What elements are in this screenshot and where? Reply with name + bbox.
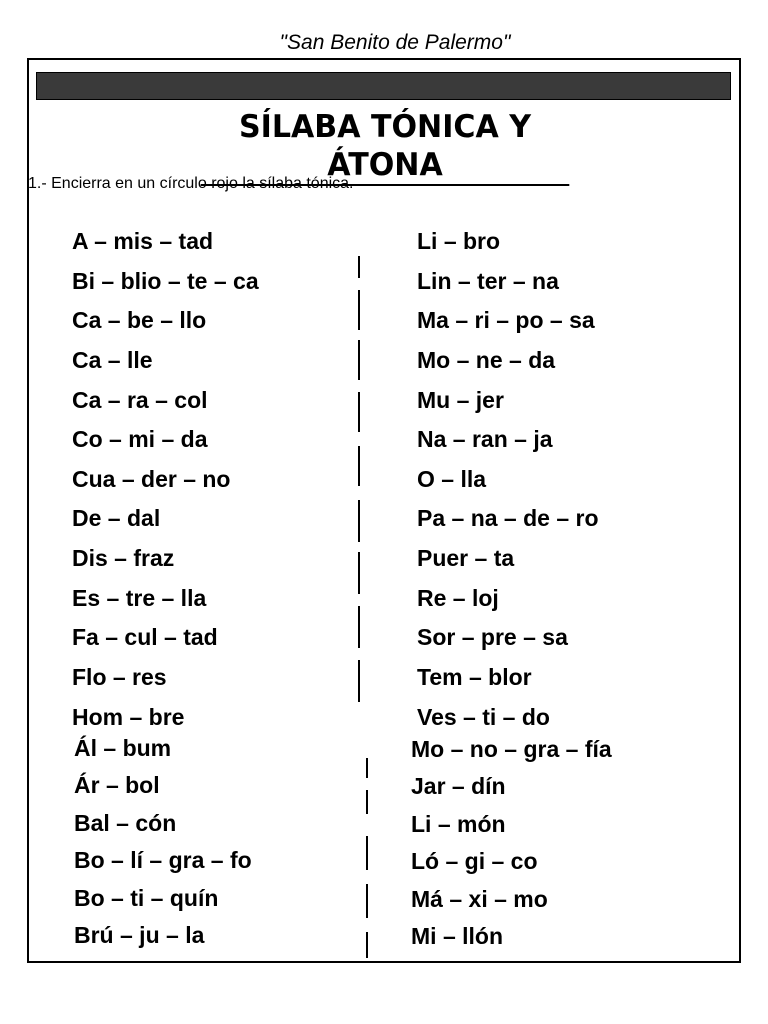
word-item: Ár – bol xyxy=(74,772,160,798)
word-item: Es – tre – lla xyxy=(72,585,207,611)
word-item: Ca – lle xyxy=(72,347,153,373)
word-item: Na – ran – ja xyxy=(417,426,553,452)
word-item: Cua – der – no xyxy=(72,466,231,492)
word-item: De – dal xyxy=(72,505,161,531)
divider-segment xyxy=(366,836,368,870)
word-item: Fa – cul – tad xyxy=(72,624,218,650)
word-item: A – mis – tad xyxy=(72,228,214,254)
word-item: Ca – be – llo xyxy=(72,307,207,333)
word-item: Má – xi – mo xyxy=(411,886,548,912)
divider-segment xyxy=(366,790,368,814)
word-item: Li – bro xyxy=(417,228,501,254)
word-item: Jar – dín xyxy=(411,773,506,799)
word-item: Bi – blio – te – ca xyxy=(72,268,259,294)
word-item: Mo – ne – da xyxy=(417,347,556,373)
word-item: Mu – jer xyxy=(417,387,504,413)
divider-segment xyxy=(358,446,360,486)
divider-segment xyxy=(366,758,368,778)
word-item: Hom – bre xyxy=(72,704,185,730)
word-item: O – lla xyxy=(417,466,487,492)
divider-segment xyxy=(366,884,368,918)
word-item: Flo – res xyxy=(72,664,167,690)
header-bar xyxy=(36,72,731,100)
word-item: Ál – bum xyxy=(74,735,172,761)
word-item: Puer – ta xyxy=(417,545,515,571)
divider-segment xyxy=(358,606,360,648)
divider-segment xyxy=(358,500,360,542)
word-item: Lin – ter – na xyxy=(417,268,559,294)
divider-segment xyxy=(358,552,360,594)
word-item: Bo – lí – gra – fo xyxy=(74,847,252,873)
page-title: SÍLABA TÓNICA Y ÁTONA xyxy=(201,108,570,186)
word-item: Mo – no – gra – fía xyxy=(411,736,612,762)
word-item: Ló – gi – co xyxy=(411,848,538,874)
divider-segment xyxy=(358,392,360,432)
divider-segment xyxy=(358,256,360,278)
divider-segment xyxy=(358,340,360,380)
word-item: Sor – pre – sa xyxy=(417,624,568,650)
word-item: Dis – fraz xyxy=(72,545,175,571)
word-item: Tem – blor xyxy=(417,664,532,690)
school-name: "San Benito de Palermo" xyxy=(279,31,511,54)
instruction-text: 1.- Encierra en un círculo rojo la sílaba tónica. xyxy=(28,175,354,192)
word-item: Brú – ju – la xyxy=(74,922,205,948)
word-item: Ca – ra – col xyxy=(72,387,208,413)
word-item: Ma – ri – po – sa xyxy=(417,307,595,333)
word-item: Li – món xyxy=(411,811,506,837)
word-item: Co – mi – da xyxy=(72,426,208,452)
word-item: Mi – llón xyxy=(411,923,503,949)
divider-segment xyxy=(358,660,360,702)
word-item: Re – loj xyxy=(417,585,499,611)
word-item: Bo – ti – quín xyxy=(74,885,219,911)
divider-segment xyxy=(358,290,360,330)
word-item: Bal – cón xyxy=(74,810,177,836)
word-item: Pa – na – de – ro xyxy=(417,505,599,531)
divider-segment xyxy=(366,932,368,958)
word-item: Ves – ti – do xyxy=(417,704,550,730)
